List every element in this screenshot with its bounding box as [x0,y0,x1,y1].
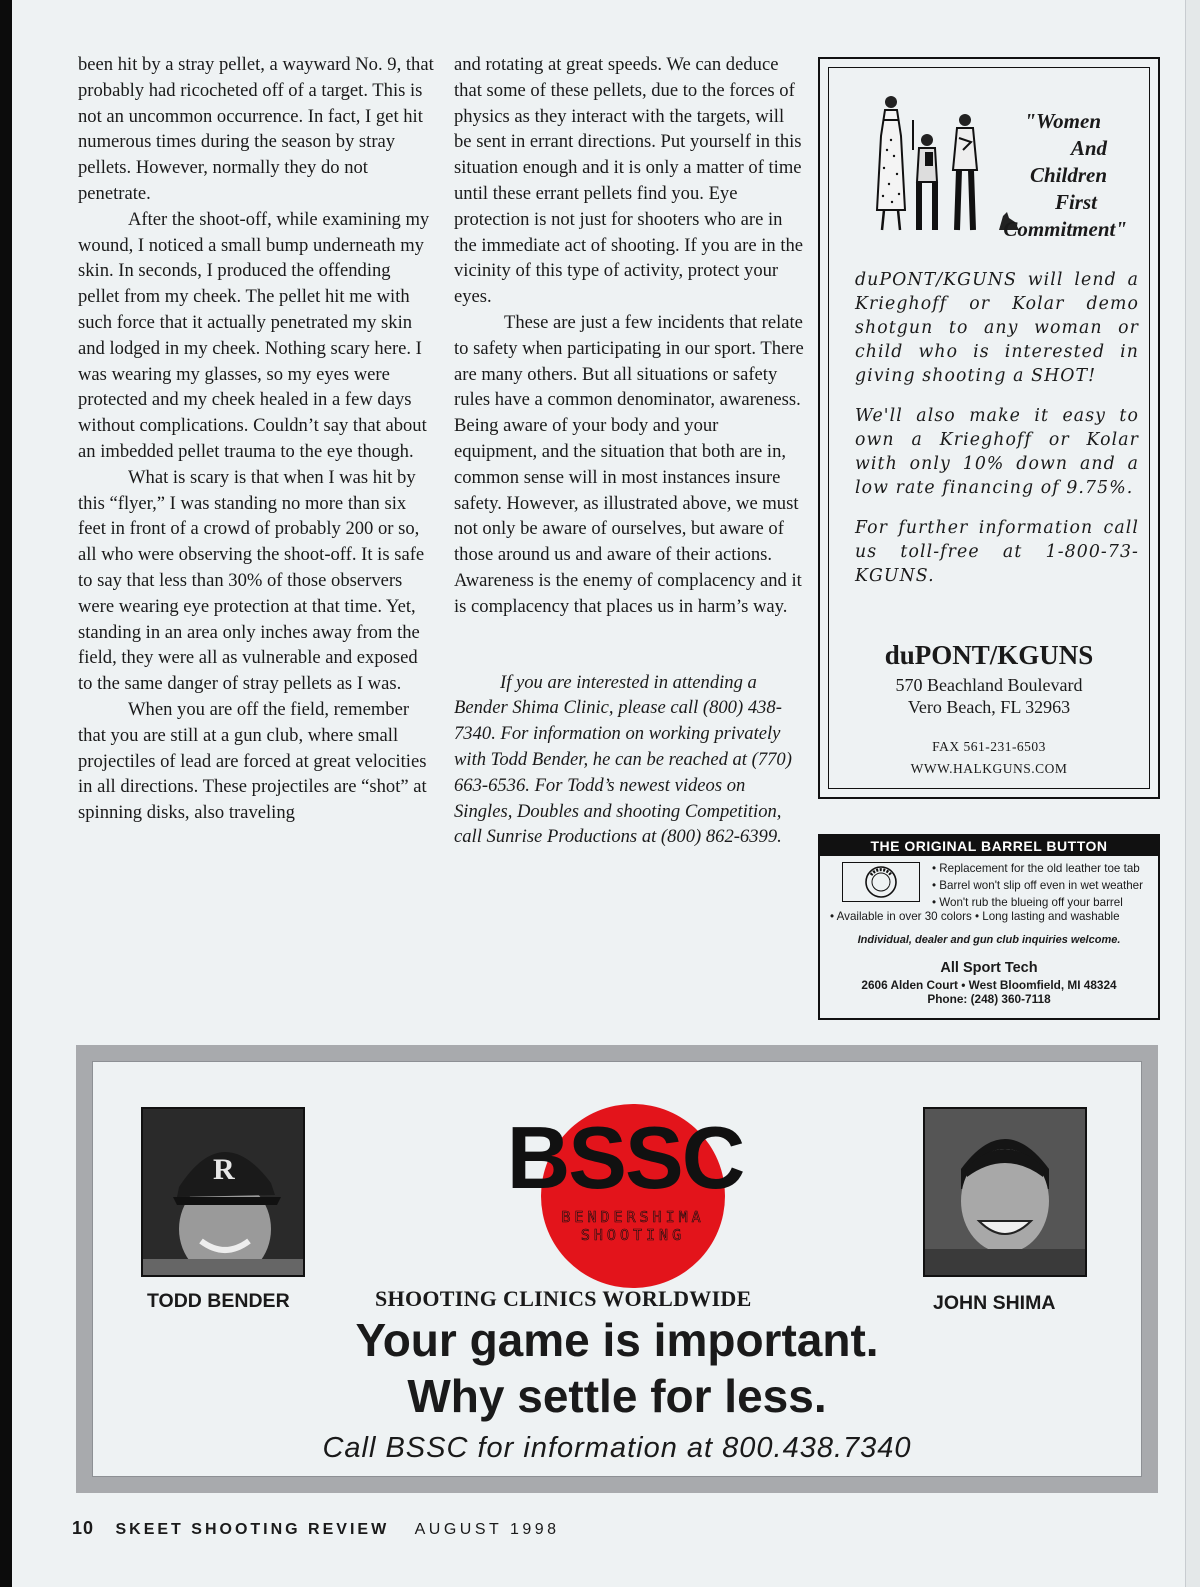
fax-number: FAX 561-231-6503 [932,739,1046,754]
article-paragraph: These are just a few incidents that relate to safety when participating in our sport. There are many others. But all situations or safety rules have a common denominator, awareness. Being aware of your body and your equipment, and the situation that both are in, common sense will in most instances insure safety. However, as illustrated above, we must not only be aware of ourselves, but aware of those around us and aware of their actions. Awareness is the enemy of complacency and it is complacency that places us in harm’s way. [454,311,804,617]
dupont-kguns-ad [818,57,1160,799]
feature-list [932,860,1143,911]
cap-letter: R [213,1153,235,1186]
inquiries-note: Individual, dealer and gun club inquiries welcome. [857,934,1121,946]
ad-tagline: Your game is important. [355,1314,879,1366]
feature-item: • Won't rub the blueing off your barrel [932,896,1123,909]
bssc-logo [453,1098,813,1294]
ad-company-name: All Sport Tech [940,960,1038,976]
page-binding-edge [0,0,12,1587]
button-icon [843,863,919,901]
feature-row: • Available in over 30 colors • Long lasting and washable [830,910,1120,923]
ad-paragraph: For further information call us toll-free at 1-800-73-KGUNS. [855,518,1139,586]
ad-title-bar: THE ORIGINAL BARREL BUTTON [820,836,1158,856]
article-column-1 [78,52,434,826]
page-footer [72,1518,560,1539]
clinic-contact-note: If you are interested in attending a Bender Shima Clinic, please call (800) 438-7340. For information on working privately with Todd Bender, he can be reached at (770) 663-6536. For Todd’s newest videos on Singles, Doubles and shooting Competition, call Sunrise Productions at (800) 862-6399. [454,671,792,848]
headline-line: Children [1029,163,1107,187]
address-line: 570 Beachland Boulevard [895,675,1083,695]
logo-wordmark: BSSC [506,1108,744,1207]
ad-call-to-action: Call BSSC for information at 800.438.7340 [322,1432,912,1464]
feature-item: • Barrel won't slip off even in wet weather [932,879,1143,892]
page-number: 10 [72,1518,95,1538]
john-shima-photo [923,1107,1087,1277]
article-paragraph: and rotating at great speeds. We can deduce that some of these pellets, due to the forces of physics as they interact with the targets, will be sent in errant directions. Put yourself in this situation enough and it is only a matter of time until these errant pellets find you. Eye protection is not just for shooters who are in the immediate act of shooting. If you are in the vicinity of this type of activity, protect your eyes. [454,54,804,308]
magazine-name: SKEET SHOOTING REVIEW [115,1521,390,1538]
ad-tagline: Why settle for less. [407,1370,827,1422]
barrel-button-logo [842,862,920,902]
article-column-2 [454,52,804,850]
issue-date: AUGUST 1998 [414,1521,560,1538]
ad-panel [92,1061,1142,1477]
headline-line: First [1054,190,1097,214]
logo-subtitle: SHOOTING [580,1226,686,1244]
instructor-name: JOHN SHIMA [933,1292,1056,1314]
portrait-image [143,1109,303,1275]
headline-line: "Women [1024,109,1101,133]
portrait-image [925,1109,1085,1275]
article-paragraph: When you are off the field, remember that you are still at a gun club, where small projectiles of lead are forced at great velocities in all directions. These projectiles are “shot” at spinning disks, also traveling [78,698,427,824]
ad-body [855,268,1139,604]
phone-number: Phone: (248) 360-7118 [927,992,1051,1006]
ad-inner-frame [828,67,1150,789]
todd-bender-photo [141,1107,305,1277]
feature-item: • Replacement for the old leather toe tab [932,862,1140,875]
page-right-edge [1185,0,1200,1587]
ad-subheading: SHOOTING CLINICS WORLDWIDE [375,1286,752,1311]
logo-subtitle: BENDERSHIMA [561,1208,705,1226]
bssc-clinic-ad [76,1045,1158,1493]
article-paragraph: been hit by a stray pellet, a wayward No. 9, that probably had ricocheted off of a target. This is not an uncommon occurrence. In fact, I get hit numerous times during the season by stray pellets. However, normally they do not penetrate. [78,54,434,204]
ad-paragraph: We'll also make it easy to own a Krieghoff or Kolar with only 10% down and a low rate financing of 9.75%. [855,406,1139,498]
article-paragraph: After the shoot-off, while examining my wound, I noticed a small bump underneath my skin. In seconds, I produced the offending pellet from my cheek. The pellet hit me with such force that it actually penetrated my skin and lodged in my cheek. Nothing scary here. I was wearing my glasses, so my eyes were protected and my cheek healed in a few days without complications. Couldn’t say that about an imbedded pellet trauma to the eye though. [78,208,430,462]
instructor-name: TODD BENDER [147,1290,290,1312]
ad-contact [829,736,1149,780]
ad-paragraph: duPONT/KGUNS will lend a Krieghoff or Kolar demo shotgun to any woman or child who is interested in giving shooting a SHOT! [855,270,1139,386]
website-link[interactable]: WWW.HALKGUNS.COM [910,761,1068,776]
ad-address [829,674,1149,718]
ad-company-name: duPONT/KGUNS [884,640,1094,670]
article-paragraph: What is scary is that when I was hit by this “flyer,” I was standing no more than six feet in front of a crowd of probably 200 or so, all who were observing the shoot-off. It is safe to say that less than 30% of those observers were wearing eye protection at that time. Yet, standing in an area only inches away from the field, they were all as vulnerable and exposed to the same danger of stray pellets as I was. [78,466,425,695]
headline-line: And [1070,136,1107,160]
headline-line: Commitment" [1003,217,1127,241]
address-line: 2606 Alden Court • West Bloomfield, MI 48324 [861,978,1117,992]
ad-address [820,978,1158,1006]
ad-headline [967,108,1127,243]
barrel-button-ad [818,834,1160,1020]
address-line: Vero Beach, FL 32963 [907,697,1071,717]
